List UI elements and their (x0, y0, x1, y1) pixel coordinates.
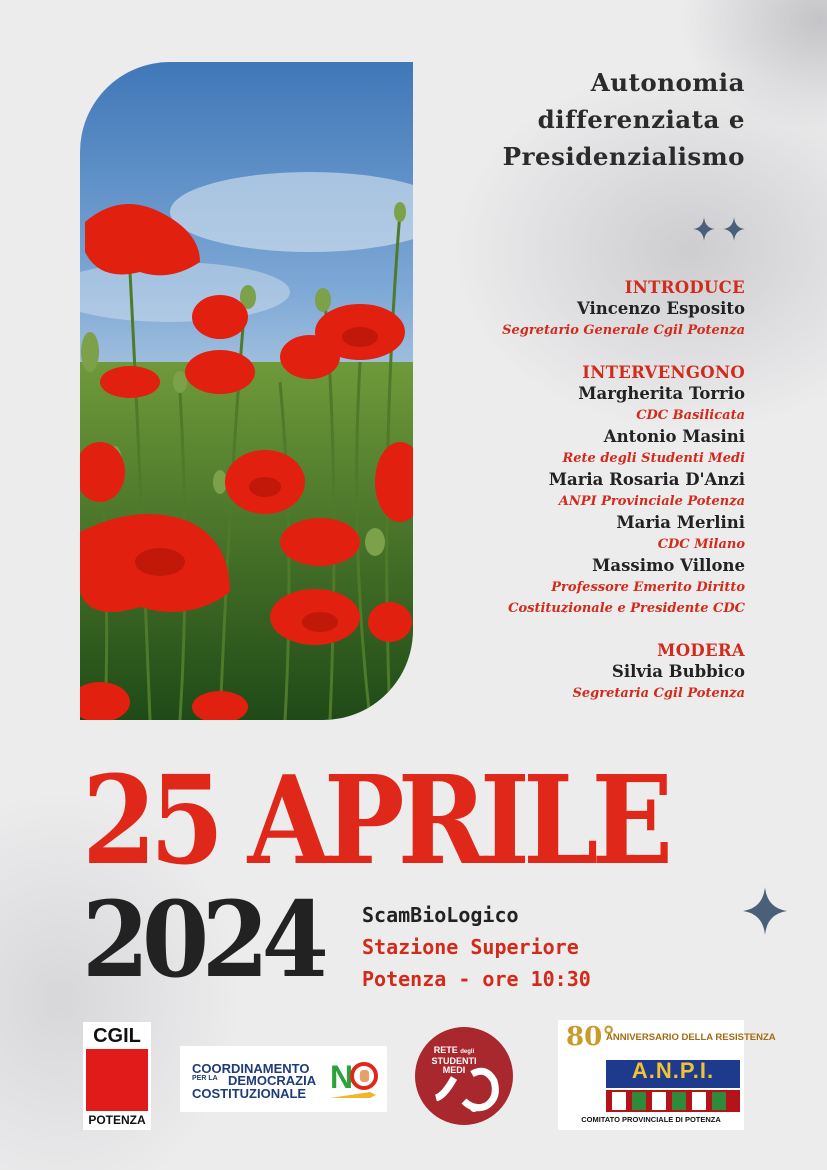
event-year: 2024 (82, 878, 322, 1001)
speaker-name: Maria Rosaria D'Anzi (548, 470, 745, 489)
coordinamento-logo (180, 1046, 387, 1112)
event-time: Potenza - ore 10:30 (362, 967, 591, 991)
anpi-anniversary: ANNIVERSARIO DELLA RESISTENZA (606, 1032, 776, 1043)
speaker-title: CDC Basilicata (636, 408, 745, 423)
event-title (425, 64, 745, 175)
speaker-title: ANPI Provinciale Potenza (558, 494, 745, 509)
coord-line-2: DEMOCRAZIA (228, 1073, 317, 1088)
anpi-name: A.N.P.I. (631, 1058, 715, 1083)
modera-label: MODERA (657, 641, 745, 660)
intervengono-label: INTERVENGONO (582, 363, 745, 382)
introducer-name: Vincenzo Esposito (576, 299, 745, 318)
speaker-name: Antonio Masini (603, 427, 745, 446)
speaker-name: Margherita Torrio (578, 384, 745, 403)
speaker-name: Massimo Villone (592, 556, 745, 575)
introducer-title: Segretario Generale Cgil Potenza (502, 323, 745, 338)
speaker-name: Maria Merlini (616, 513, 745, 532)
poppy-field-photo (80, 62, 413, 720)
speaker-title: CDC Milano (657, 537, 745, 552)
speaker-title: Professore Emerito Diritto (551, 580, 745, 595)
venue-name: ScamBioLogico (362, 903, 519, 927)
venue-place: Stazione Superiore (362, 935, 579, 959)
moderator-title: Segretaria Cgil Potenza (572, 686, 745, 701)
cgil-logo (83, 1022, 151, 1130)
rete-studenti-logo (414, 1026, 514, 1126)
rete-line-3: MEDI (442, 1065, 466, 1075)
moderator-name: Silvia Bubbico (611, 662, 745, 681)
star-sparkle-icon (742, 886, 788, 936)
rete-line-2: STUDENTI (431, 1056, 477, 1066)
introduce-label: INTRODUCE (624, 278, 745, 297)
svg-text:N: N (330, 1059, 354, 1095)
event-location (362, 899, 591, 995)
speaker-title: Rete degli Studenti Medi (562, 451, 745, 466)
speaker-title-continued: Costituzionale e Presidente CDC (508, 601, 745, 616)
title-line-2: differenziata e (537, 105, 745, 134)
sparkle-icon (692, 216, 748, 242)
anpi-number: 80° (566, 1022, 616, 1052)
title-line-1: Autonomia (590, 68, 745, 97)
coord-line-3: COSTITUZIONALE (192, 1086, 307, 1101)
anpi-logo (558, 1020, 776, 1130)
rete-small: degli (460, 1049, 475, 1055)
anpi-committee: COMITATO PROVINCIALE DI POTENZA (581, 1115, 721, 1124)
rete-line-1: RETE (433, 1045, 458, 1055)
event-date: 25 APRILE (82, 748, 667, 892)
cgil-name: CGIL (93, 1025, 141, 1047)
title-line-3: Presidenzialismo (502, 142, 745, 171)
italian-flag-icon (606, 1090, 740, 1112)
coord-line-1: COORDINAMENTO (192, 1061, 310, 1076)
coord-small: PER LA (192, 1075, 218, 1082)
cgil-city: POTENZA (88, 1113, 146, 1127)
speakers-list (405, 278, 745, 704)
no-hand-icon (330, 1054, 378, 1104)
